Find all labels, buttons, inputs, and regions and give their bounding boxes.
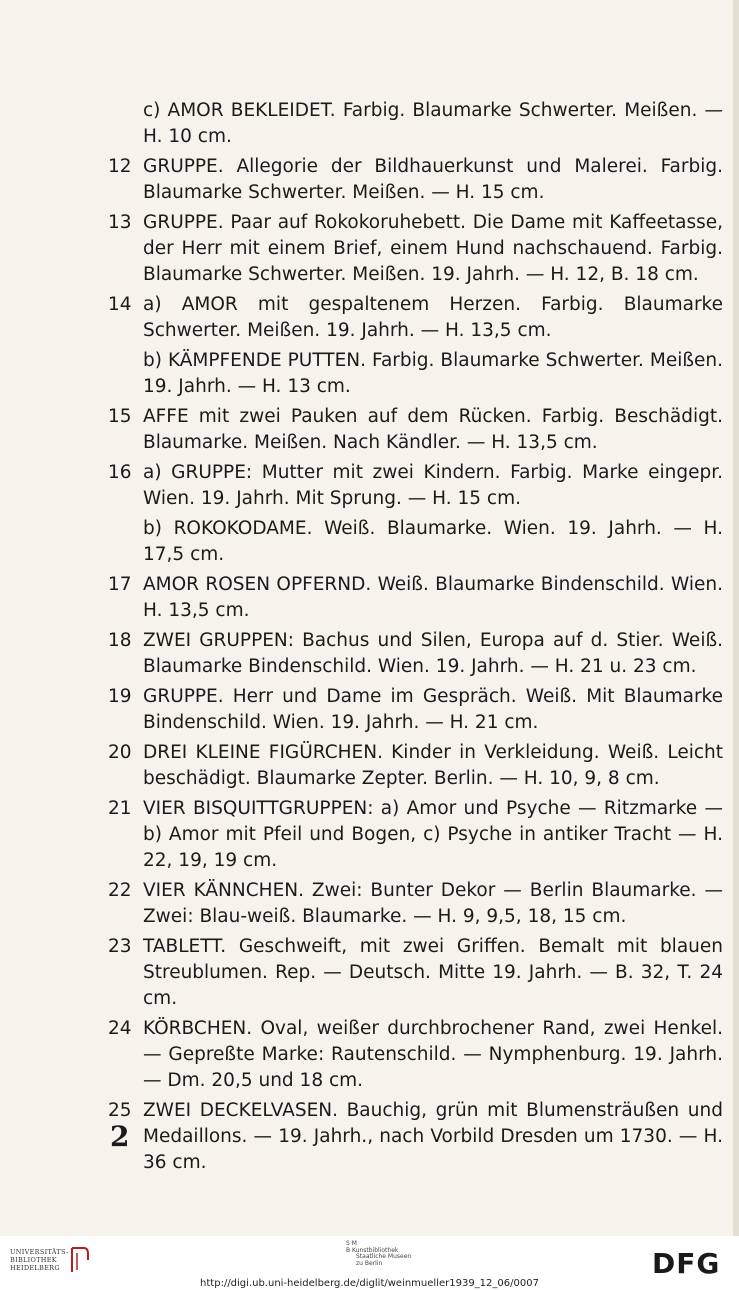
entry-number: 19 xyxy=(108,686,132,707)
entry-number: 17 xyxy=(108,574,132,595)
dfg-logo[interactable] xyxy=(652,1250,732,1276)
entry-text: VIER KÄNNCHEN. Zwei: Bunter Dekor — Berlin Blaumarke. — Zwei: Blau-weiß. Blaumarke. — H. 9, 9,5, 18, 15 cm. xyxy=(143,880,723,927)
source-url[interactable]: http://digi.ub.uni-heidelberg.de/diglit/weinmueller1939_12_06/0007 xyxy=(200,1278,539,1289)
catalog-entry xyxy=(108,572,723,624)
entry-number: 21 xyxy=(108,798,132,819)
catalog-entry xyxy=(108,1098,723,1176)
library-name-line: BIBLIOTHEK xyxy=(10,1256,57,1264)
catalog-entry xyxy=(108,154,723,206)
entry-number: 15 xyxy=(108,406,132,427)
museum-stamp xyxy=(346,1241,411,1267)
catalog-entry xyxy=(108,404,723,456)
entry-text: GRUPPE. Paar auf Rokokoruhebett. Die Dame mit Kaffeetasse, der Herr mit einem Brief, einem Hund nachschauend. Farbig. Blaumarke Schwerter. Meißen. 19. Jahrh. — H. 12, B. 18 cm. xyxy=(143,212,723,285)
entry-text: DREI KLEINE FIGÜRCHEN. Kinder in Verkleidung. Weiß. Leicht beschädigt. Blaumarke Zepter. Berlin. — H. 10, 9, 8 cm. xyxy=(143,742,723,789)
entry-text: b) KÄMPFENDE PUTTEN. Farbig. Blaumarke Schwerter. Meißen. 19. Jahrh. — H. 13 cm. xyxy=(143,350,723,397)
catalog-entry xyxy=(108,1016,723,1094)
entry-text: a) GRUPPE: Mutter mit zwei Kindern. Farbig. Marke eingepr. Wien. 19. Jahrh. Mit Sprung. — H. 15 cm. xyxy=(143,462,723,509)
entry-number: 16 xyxy=(108,462,132,483)
entry-text: ZWEI DECKELVASEN. Bauchig, grün mit Blumensträußen und Medaillons. — 19. Jahrh., nach Vorbild Dresden um 1730. — H. 36 cm. xyxy=(143,1100,723,1173)
library-emblem-icon xyxy=(68,1246,90,1274)
catalog-entry xyxy=(108,796,723,874)
entry-text: AFFE mit zwei Pauken auf dem Rücken. Farbig. Beschädigt. Blaumarke. Meißen. Nach Kändler. — H. 13,5 cm. xyxy=(143,406,723,453)
catalog-entry xyxy=(108,934,723,1012)
entry-number: 25 xyxy=(108,1100,132,1121)
library-name-line: HEIDELBERG xyxy=(10,1264,60,1272)
entry-text: GRUPPE. Herr und Dame im Gespräch. Weiß. Mit Blaumarke Bindenschild. Wien. 19. Jahrh. — H. 21 cm. xyxy=(143,686,723,733)
entry-text: ZWEI GRUPPEN: Bachus und Silen, Europa auf d. Stier. Weiß. Blaumarke Bindenschild. Wien. 19. Jahrh. — H. 21 u. 23 cm. xyxy=(143,630,723,677)
entry-text: KÖRBCHEN. Oval, weißer durchbrochener Rand, zwei Henkel. — Gepreßte Marke: Rautenschild. — Nymphenburg. 19. Jahrh. — Dm. 20,5 und 18 cm. xyxy=(143,1018,723,1091)
entry-number: 13 xyxy=(108,212,132,233)
entry-text: GRUPPE. Allegorie der Bildhauerkunst und Malerei. Farbig. Blaumarke Schwerter. Meißen. — H. 15 cm. xyxy=(143,156,723,203)
page-number: 2 xyxy=(110,1120,130,1153)
library-name xyxy=(10,1248,69,1272)
entry-number: 24 xyxy=(108,1018,132,1039)
entry-text: a) AMOR mit gespaltenem Herzen. Farbig. Blaumarke Schwerter. Meißen. 19. Jahrh. — H. 13,5 cm. xyxy=(143,294,723,341)
entry-text: AMOR ROSEN OPFERND. Weiß. Blaumarke Bindenschild. Wien. H. 13,5 cm. xyxy=(143,574,723,621)
footer-bar xyxy=(0,1236,739,1290)
catalog-entry xyxy=(108,878,723,930)
stamp-line: S M xyxy=(346,1240,357,1247)
stamp-line: Staatliche Museen xyxy=(356,1253,412,1260)
entry-number: 18 xyxy=(108,630,132,651)
stamp-line: zu Berlin xyxy=(356,1259,383,1267)
entry-text: c) AMOR BEKLEIDET. Farbig. Blaumarke Schwerter. Meißen. — H. 10 cm. xyxy=(143,100,723,147)
entry-number: 23 xyxy=(108,936,132,957)
entry-number: 12 xyxy=(108,156,132,177)
entry-text: TABLETT. Geschweift, mit zwei Griffen. Bemalt mit blauen Streublumen. Rep. — Deutsch. Mitte 19. Jahrh. — B. 32, T. 24 cm. xyxy=(143,936,723,1009)
entry-text: b) ROKOKODAME. Weiß. Blaumarke. Wien. 19. Jahrh. — H. 17,5 cm. xyxy=(143,518,723,565)
dfg-logo-text: DFG xyxy=(652,1250,721,1276)
catalog-entry xyxy=(108,210,723,288)
library-name-line: UNIVERSITÄTS- xyxy=(10,1248,69,1256)
entry-number: 14 xyxy=(108,294,132,315)
catalog-entry xyxy=(108,628,723,680)
entry-number: 20 xyxy=(108,742,132,763)
catalog-entry xyxy=(108,740,723,792)
catalog-entries xyxy=(108,98,723,1180)
catalog-entry xyxy=(108,98,723,150)
catalog-entry xyxy=(108,684,723,736)
page-edge xyxy=(733,0,739,1236)
catalog-entry xyxy=(108,292,723,400)
stamp-line: B Kunstbibliothek xyxy=(346,1246,399,1254)
entry-number: 22 xyxy=(108,880,132,901)
entry-text: VIER BISQUITTGRUPPEN: a) Amor und Psyche — Ritzmarke — b) Amor mit Pfeil und Bogen, c) Psyche in antiker Tracht — H. 22, 19, 19 cm. xyxy=(143,798,723,871)
catalog-entry xyxy=(108,460,723,568)
